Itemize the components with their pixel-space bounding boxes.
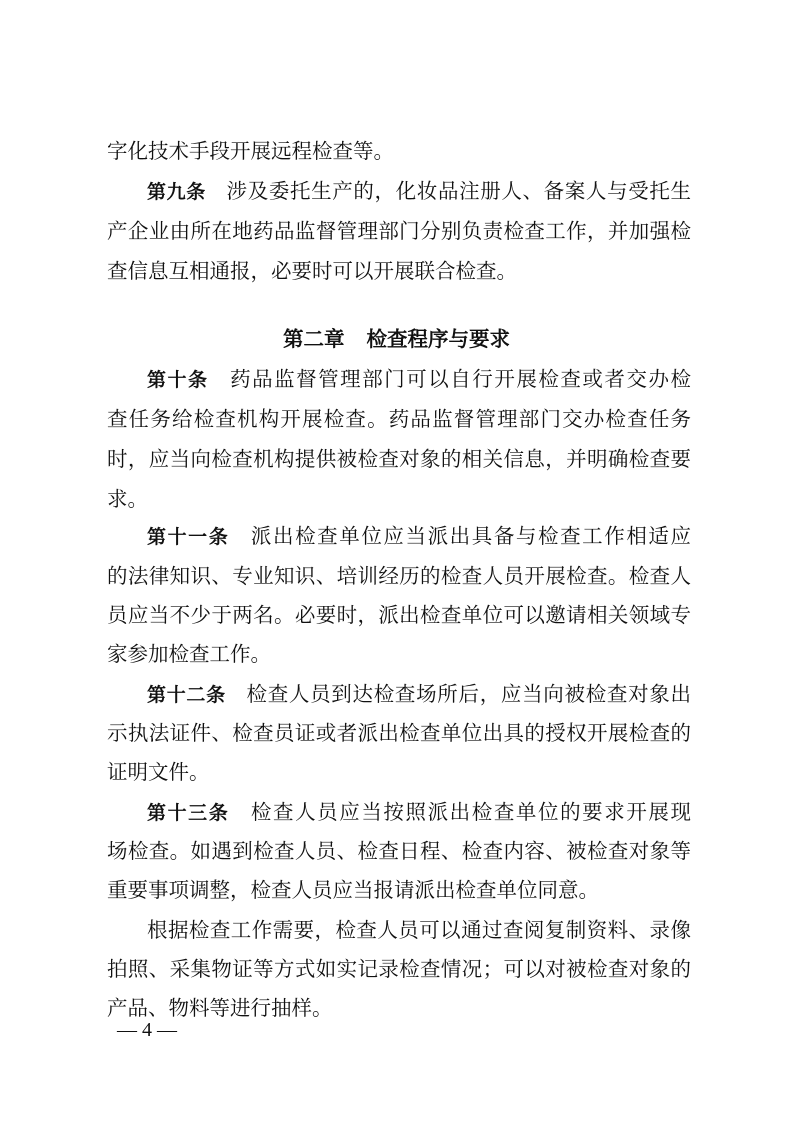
page-number: — 4 — <box>117 1019 177 1041</box>
chapter-number: 第二章 <box>283 327 345 351</box>
paragraph-line: 场检查。如遇到检查人员、检查日程、检查内容、被检查对象等 <box>107 839 691 863</box>
paragraph-line: 字化技术手段开展远程检查等。 <box>107 139 394 163</box>
chapter-heading <box>0 325 793 353</box>
paragraph-line: 产企业由所在地药品监督管理部门分别负责检查工作，并加强检 <box>107 219 691 243</box>
article-title: 第十条 <box>147 369 209 391</box>
paragraph-line: 产品、物料等进行抽样。 <box>107 996 333 1020</box>
paragraph-line: 员应当不少于两名。必要时，派出检查单位可以邀请相关领域专 <box>107 603 691 627</box>
paragraph-line: 查信息互相通报，必要时可以开展联合检查。 <box>107 259 517 283</box>
article-title: 第十一条 <box>147 526 230 548</box>
paragraph-line: 示执法证件、检查员证或者派出检查单位出具的授权开展检查的 <box>107 721 691 745</box>
paragraph-line: 证明文件。 <box>107 760 210 784</box>
article-title: 第十三条 <box>147 802 230 824</box>
chapter-title: 检查程序与要求 <box>366 327 510 351</box>
paragraph-line: 时，应当向检查机构提供被检查对象的相关信息，并明确检查要 <box>107 447 691 471</box>
article-13-first-line <box>147 798 691 827</box>
article-12-first-line <box>147 680 691 709</box>
article-9-first-line <box>147 177 691 206</box>
article-text: 涉及委托生产的，化妆品注册人、备案人与受托生 <box>225 179 691 203</box>
article-title: 第十二条 <box>147 684 226 706</box>
article-10-first-line <box>147 365 691 394</box>
article-text: 药品监督管理部门可以自行开展检查或者交办检 <box>228 367 691 391</box>
paragraph-line: 家参加检查工作。 <box>107 642 271 666</box>
paragraph-line: 拍照、采集物证等方式如实记录检查情况；可以对被检查对象的 <box>107 957 691 981</box>
paragraph-line: 重要事项调整，检查人员应当报请派出检查单位同意。 <box>107 878 599 902</box>
article-text: 检查人员到达检查场所后，应当向被检查对象出 <box>245 682 691 706</box>
paragraph-line: 查任务给检查机构开展检查。药品监督管理部门交办检查任务 <box>107 407 691 431</box>
article-text: 派出检查单位应当派出具备与检查工作相适应 <box>249 524 691 548</box>
article-title: 第九条 <box>147 181 206 203</box>
article-text: 检查人员应当按照派出检查单位的要求开展现 <box>249 800 691 824</box>
article-11-first-line <box>147 522 691 551</box>
paragraph-line: 的法律知识、专业知识、培训经历的检查人员开展检查。检查人 <box>107 564 691 588</box>
paragraph-line: 求。 <box>107 487 148 511</box>
paragraph-line: 根据检查工作需要，检查人员可以通过查阅复制资料、录像 <box>147 918 691 942</box>
